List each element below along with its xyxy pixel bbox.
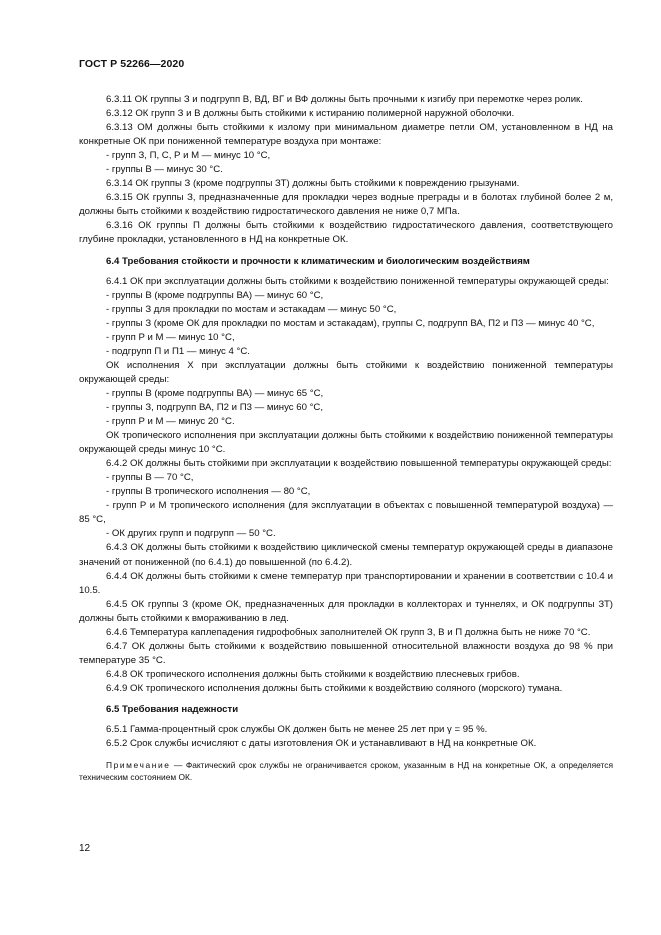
paragraph: ОК тропического исполнения при эксплуатации должны быть стойкими к воздействию пониженной температуры окружающей среды минус 10 °С. (79, 430, 613, 456)
paragraph: 6.4.7 ОК должны быть стойкими к воздействию повышенной относительной влажности воздуха до 98 % при температуре 35 °С. (79, 640, 613, 666)
paragraph: 6.3.12 ОК групп З и В должны быть стойкими к истиранию полимерной наружной оболочки. (106, 108, 515, 120)
paragraph: 6.3.14 ОК группы З (кроме подгруппы ЗТ) должны быть стойкими к повреждению грызунами. (106, 178, 520, 190)
paragraph: 6.4.4 ОК должны быть стойкими к смене температур при транспортировании и хранении в соответствии с 10.4 и 10.5. (79, 570, 613, 596)
document-code: ГОСТ Р 52266—2020 (79, 58, 185, 70)
page-number: 12 (79, 843, 91, 854)
paragraph: 6.4.6 Температура каплепадения гидрофобных заполнителей ОК групп З, В и П должна быть не ниже 70 °С. (106, 626, 591, 638)
note-text: — Фактический срок службы не ограничивается сроком, указанным в НД на конкретные ОК, а определяется техническим состоянием ОК. (79, 760, 613, 783)
paragraph: 6.5.2 Срок службы исчисляют с даты изготовления ОК и устанавливают в НД на конкретные ОК. (106, 738, 537, 750)
paragraph: - группы В (кроме подгруппы ВА) — минус 60 °С, (106, 289, 324, 301)
paragraph: - групп Р и М тропического исполнения (для эксплуатации в объектах с повышенной температурой воздуха) — 85 °С, (79, 500, 613, 526)
paragraph: - группы З для прокладки по мостам и эстакадам — минус 50 °С, (106, 303, 397, 315)
section-heading: 6.4 Требования стойкости и прочности к климатическим и биологическим воздействиям (106, 255, 530, 267)
paragraph: - групп З, П, С, Р и М — минус 10 °С, (106, 150, 271, 162)
paragraph: - групп Р и М — минус 20 °С. (106, 416, 235, 428)
paragraph: 6.4.8 ОК тропического исполнения должны быть стойкими к воздействию плесневых грибов. (106, 668, 520, 680)
paragraph: 6.3.16 ОК группы П должны быть стойкими к воздействию гидростатического давления, соответствующего глубине прокладки, установленного в НД на конкретные ОК. (79, 220, 613, 246)
paragraph: - группы З, подгрупп ВА, П2 и П3 — минус 60 °С, (106, 401, 324, 413)
paragraph: 6.3.11 ОК группы З и подгрупп В, ВД, ВГ и ВФ должны быть прочными к изгибу при перемотке через ролик. (106, 94, 583, 105)
paragraph: - ОК других групп и подгрупп — 50 °С. (106, 528, 276, 540)
paragraph: - группы В — минус 30 °С. (106, 164, 223, 176)
paragraph: - группы В (кроме подгруппы ВА) — минус 65 °С, (106, 387, 324, 399)
paragraph: - группы З (кроме ОК для прокладки по мостам и эстакадам), группы С, подгрупп ВА, П2 и П3 — минус 40 °С, (106, 317, 595, 329)
paragraph: 6.4.9 ОК тропического исполнения должны быть стойкими к воздействию соляного (морского) тумана. (106, 682, 563, 694)
paragraph: 6.4.2 ОК должны быть стойкими при эксплуатации к воздействию повышенной температуры окружающей среды: (106, 458, 612, 470)
paragraph: - группы В — 70 °С, (106, 472, 194, 484)
document-body (79, 93, 613, 783)
paragraph: - групп Р и М — минус 10 °С, (106, 331, 235, 343)
paragraph: 6.5.1 Гамма-процентный срок службы ОК должен быть не менее 25 лет при γ = 95 %. (106, 724, 488, 736)
paragraph: 6.3.13 ОМ должны быть стойкими к излому при минимальном диаметре петли ОМ, установленном в НД на конкретные ОК при пониженной температуре воздуха при монтаже: (79, 122, 613, 148)
paragraph: 6.3.15 ОК группы З, предназначенные для прокладки через водные преграды и в болотах глубиной более 2 м, должны быть стойкими к воздействию гидростатического давления не ниже 0,7 МПа. (79, 192, 613, 218)
paragraph: 6.4.1 ОК при эксплуатации должны быть стойкими к воздействию пониженной температуры окружающей среды: (106, 275, 609, 287)
paragraph: 6.4.5 ОК группы З (кроме ОК, предназначенных для прокладки в коллекторах и туннелях, и ОК подгруппы ЗТ) должны быть стойкими к вмораживанию в лед. (79, 598, 613, 624)
paragraph: - группы В тропического исполнения — 80 °С, (106, 486, 311, 498)
paragraph: ОК исполнения Х при эксплуатации должны быть стойкими к воздействию пониженной температуры окружающей среды: (79, 359, 613, 385)
paragraph: - подгрупп П и П1 — минус 4 °С. (106, 345, 250, 357)
note (79, 759, 613, 783)
paragraph: 6.4.3 ОК должны быть стойкими к воздействию циклической смены температур окружающей среды в диапазоне значений от пониженной (по 6.4.1) до повышенной (по 6.4.2). (79, 542, 613, 568)
section-heading: 6.5 Требования надежности (106, 703, 239, 715)
note-label: Примечание (106, 760, 171, 771)
